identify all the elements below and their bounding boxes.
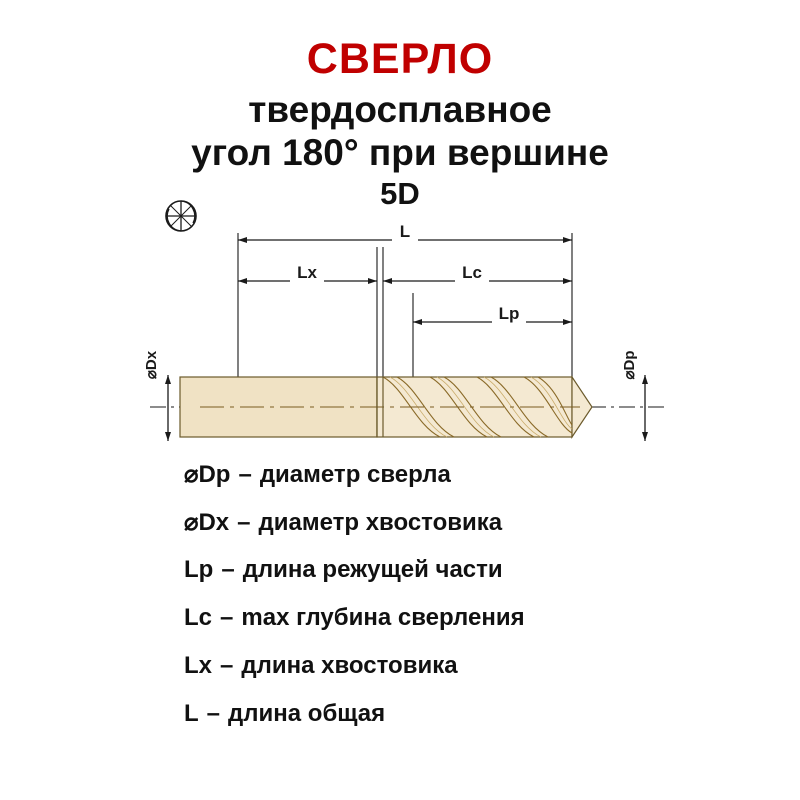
list-item [0, 604, 800, 652]
drill-tool-body [180, 377, 592, 437]
dimension-label-Lc: Lc [462, 263, 482, 282]
legend-dash: – [220, 652, 234, 679]
list-item [0, 556, 800, 604]
legend-dash: – [237, 509, 251, 536]
legend-description: длина режущей части [242, 556, 503, 583]
legend-dash: – [206, 700, 221, 727]
dimension-flute-length [413, 304, 572, 325]
legend-symbol: Lp [184, 556, 214, 583]
title-subtitle-angle: угол 180° при вершине [191, 132, 609, 174]
legend-symbol: Lx [184, 652, 213, 679]
legend-symbol: Lc [184, 604, 213, 631]
dimension-label-Dp: ⌀Dp [621, 350, 638, 380]
legend-description: диаметр сверла [259, 461, 451, 488]
dimension-label-Lx: Lx [297, 263, 317, 282]
legend-list [0, 460, 800, 748]
legend-description: длина хвостовика [241, 652, 458, 679]
legend-description: max глубина сверления [241, 604, 525, 631]
legend-description: диаметр хвостовика [258, 509, 503, 536]
list-item [0, 508, 800, 556]
legend-symbol: ⌀Dp [184, 461, 231, 488]
list-item [0, 652, 800, 700]
title-subtitle-material: твердосплавное [248, 89, 552, 130]
legend-dash: – [238, 461, 252, 488]
dimension-drill-diameter [590, 350, 668, 441]
page-title: СВЕРЛО [306, 35, 494, 83]
dimension-shank-length [238, 263, 377, 284]
legend-dash: – [220, 604, 234, 631]
technical-drawing [0, 185, 800, 455]
list-item [0, 700, 800, 748]
legend-description: длина общая [228, 700, 386, 727]
title-subtitle-series: 5D [380, 175, 420, 211]
dimension-total-length [238, 222, 572, 244]
dimension-label-Lp: Lp [498, 304, 520, 323]
list-item [0, 460, 800, 508]
legend-symbol: L [184, 700, 199, 727]
legend-dash: – [221, 556, 235, 583]
dimension-label-Dx: ⌀Dx [143, 350, 160, 380]
dimension-max-depth [383, 263, 572, 284]
dimension-label-L: L [399, 222, 411, 241]
legend-symbol: ⌀Dx [184, 509, 230, 536]
drill-point-cross-section-icon [166, 201, 196, 231]
